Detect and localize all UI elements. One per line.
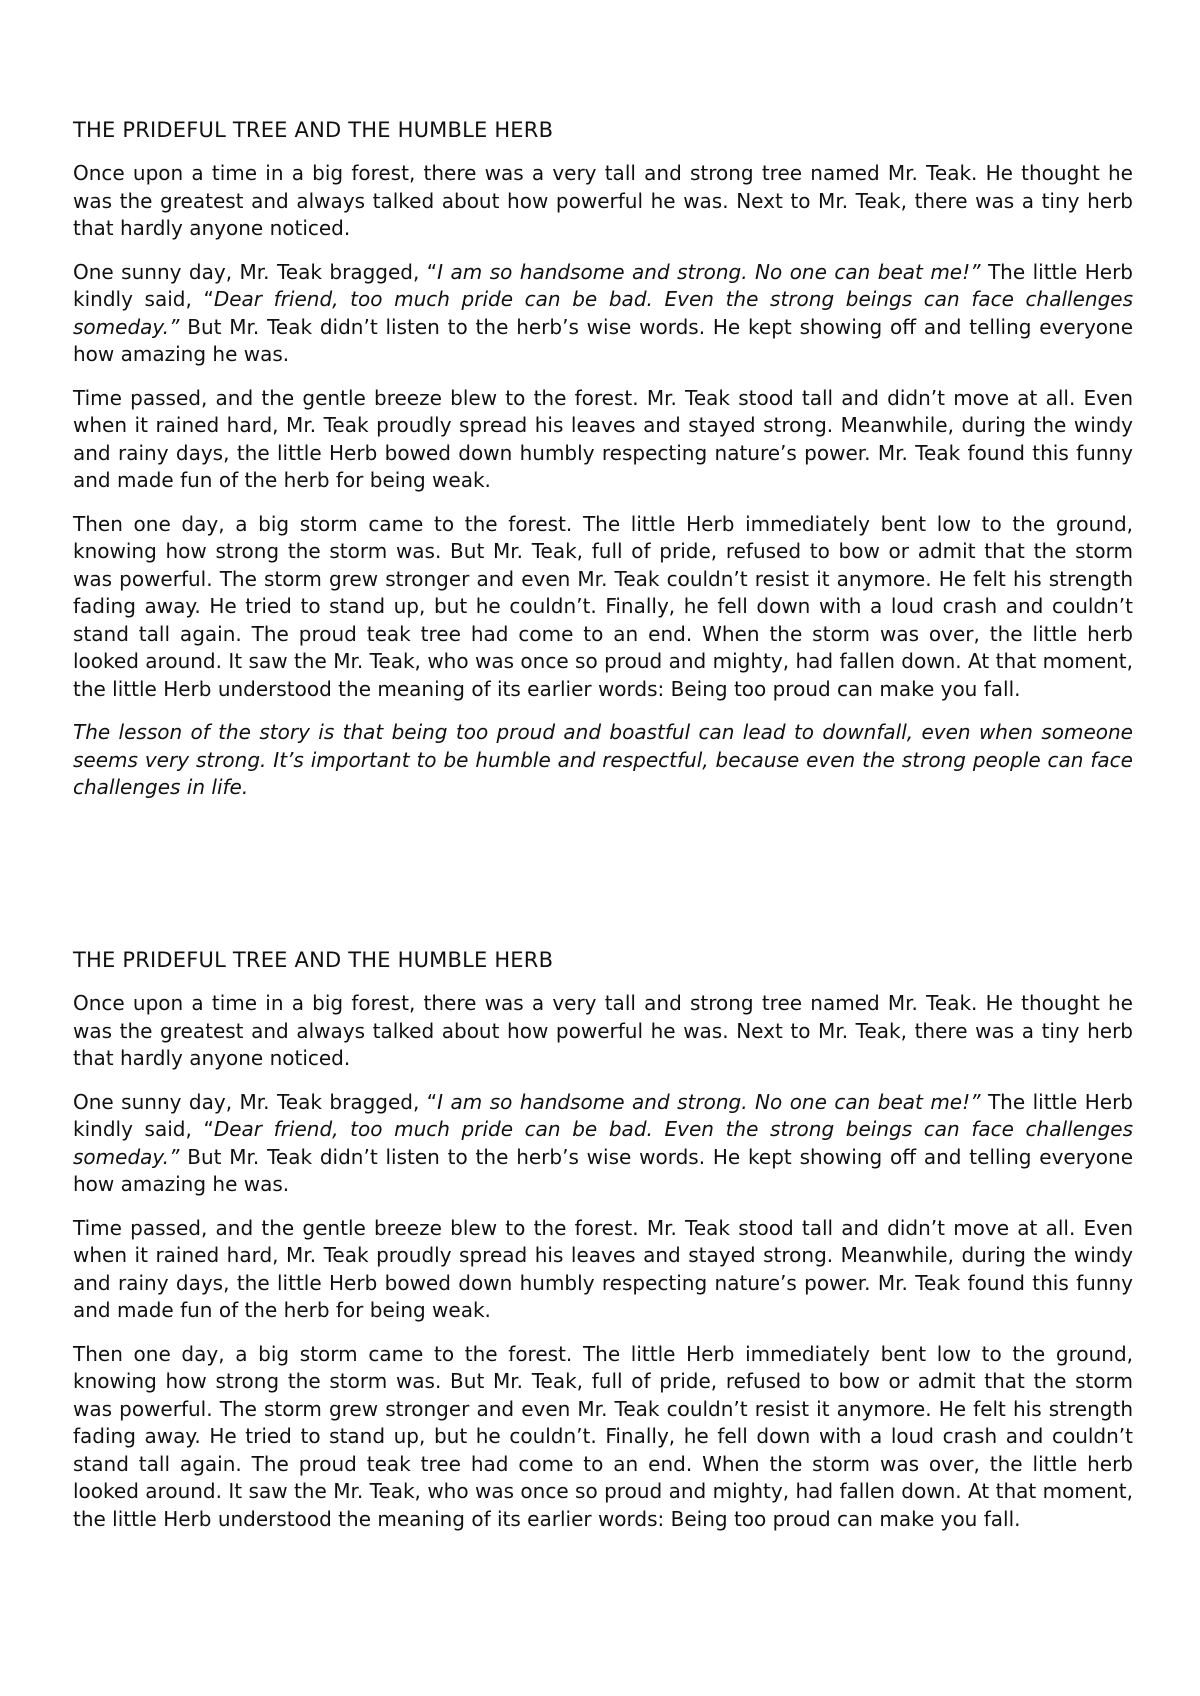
paragraph-storm: Then one day, a big storm came to the forest. The little Herb immediately bent low to the ground, knowing how strong the storm was. But Mr. Teak, full of pride, refused to bow or admit that the storm was powerful. The storm grew stronger and even Mr. Teak couldn’t resist it anymore. He felt his strength fading away. He tried to stand up, but he couldn’t. Finally, he fell down with a loud crash and couldn’t stand tall again. The proud teak tree had come to an end. When the storm was over, the little herb looked around. It saw the Mr. Teak, who was once so proud and mighty, had fallen down. At that moment, the little Herb understood the meaning of its earlier words: Being too proud can make you fall. [73, 511, 1133, 701]
dialogue-text: But Mr. Teak didn’t listen to the herb’s wise words. He kept showing off and telling everyone how amazing he was. [73, 1144, 1133, 1196]
dialogue-text: The little Herb kindly said, “ [73, 1089, 1133, 1141]
dialogue-text: But Mr. Teak didn’t listen to the herb’s wise words. He kept showing off and telling everyone how amazing he was. [73, 314, 1133, 366]
paragraph-dialogue [73, 1089, 1133, 1199]
dialogue-text: One sunny day, Mr. Teak bragged, “ [73, 1089, 438, 1114]
story-title: THE PRIDEFUL TREE AND THE HUMBLE HERB [73, 118, 554, 142]
dialogue-text: The little Herb kindly said, “ [73, 259, 1133, 311]
herb-quote: Dear friend, too much pride can be bad. Even the strong beings can face challenges someday.” [73, 287, 1133, 339]
paragraph-lesson: The lesson of the story is that being too proud and boastful can lead to downfall, even when someone seems very strong. It’s important to be humble and respectful, because even the strong people can face challenges in life. [73, 720, 1133, 799]
paragraph-time-passed: Time passed, and the gentle breeze blew to the forest. Mr. Teak stood tall and didn’t move at all. Even when it rained hard, Mr. Teak proudly spread his leaves and stayed strong. Meanwhile, during the windy and rainy days, the little Herb bowed down humbly respecting nature’s power. Mr. Teak found this funny and made fun of the herb for being weak. [73, 1215, 1133, 1322]
teak-quote: I am so handsome and strong. No one can beat me!” [437, 259, 981, 284]
herb-quote: Dear friend, too much pride can be bad. Even the strong beings can face challenges someday.” [73, 1117, 1133, 1169]
story-title: THE PRIDEFUL TREE AND THE HUMBLE HERB [73, 948, 554, 972]
teak-quote: I am so handsome and strong. No one can beat me!” [437, 1089, 981, 1114]
paragraph-intro: Once upon a time in a big forest, there was a very tall and strong tree named Mr. Teak. He thought he was the greatest and always talked about how powerful he was. Next to Mr. Teak, there was a tiny herb that hardly anyone noticed. [73, 991, 1133, 1070]
paragraph-time-passed: Time passed, and the gentle breeze blew to the forest. Mr. Teak stood tall and didn’t move at all. Even when it rained hard, Mr. Teak proudly spread his leaves and stayed strong. Meanwhile, during the windy and rainy days, the little Herb bowed down humbly respecting nature’s power. Mr. Teak found this funny and made fun of the herb for being weak. [73, 385, 1133, 492]
paragraph-storm: Then one day, a big storm came to the forest. The little Herb immediately bent low to the ground, knowing how strong the storm was. But Mr. Teak, full of pride, refused to bow or admit that the storm was powerful. The storm grew stronger and even Mr. Teak couldn’t resist it anymore. He felt his strength fading away. He tried to stand up, but he couldn’t. Finally, he fell down with a loud crash and couldn’t stand tall again. The proud teak tree had come to an end. When the storm was over, the little herb looked around. It saw the Mr. Teak, who was once so proud and mighty, had fallen down. At that moment, the little Herb understood the meaning of its earlier words: Being too proud can make you fall. [73, 1341, 1133, 1531]
paragraph-intro: Once upon a time in a big forest, there was a very tall and strong tree named Mr. Teak. He thought he was the greatest and always talked about how powerful he was. Next to Mr. Teak, there was a tiny herb that hardly anyone noticed. [73, 161, 1133, 240]
story-section-2 [73, 946, 1133, 1549]
paragraph-dialogue [73, 259, 1133, 369]
dialogue-text: One sunny day, Mr. Teak bragged, “ [73, 259, 438, 284]
story-section-1 [73, 116, 1133, 818]
